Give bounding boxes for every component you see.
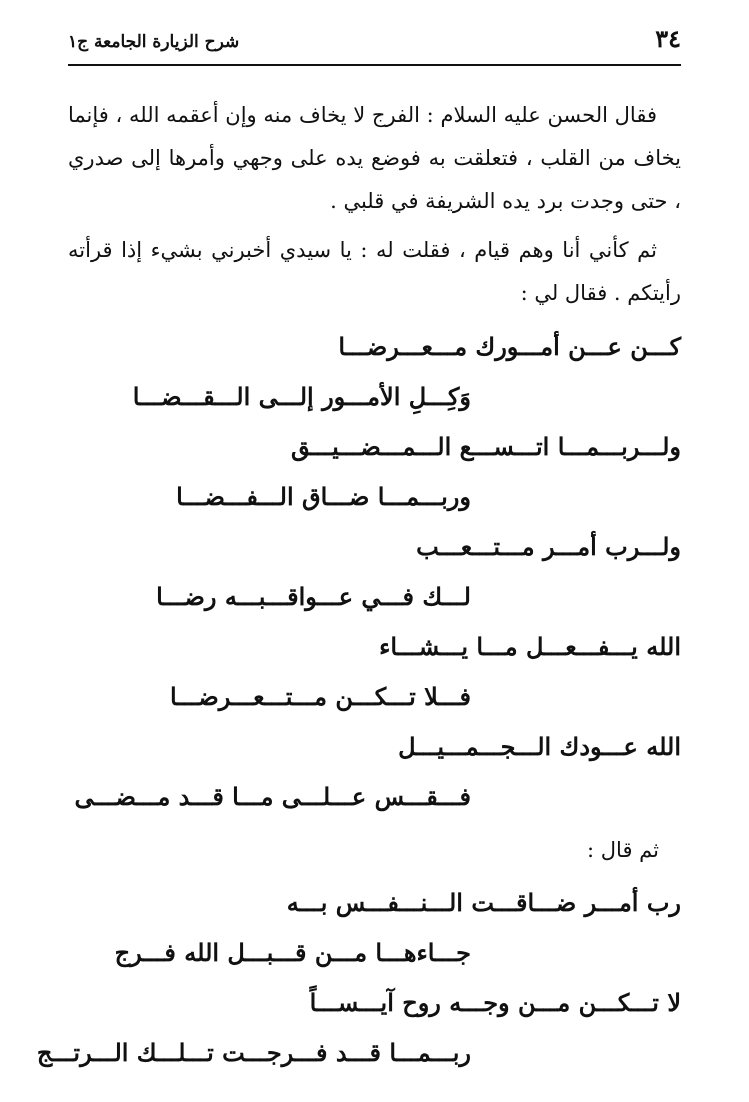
verse-line: وَكِـــلِ الأمـــور إلـــى الـــقـــضـــا (132, 382, 471, 411)
verse-block (36, 322, 681, 1078)
paragraph: ثم كأني أنا وهم قيام ، فقلت له : يا سيدي أخبرني بشيء إذا قرأته رأيتكم . فقال لي : (68, 238, 681, 305)
verse-line: لا تـــكـــن مـــن وجـــه روح آيـــســـاً (309, 988, 681, 1017)
verse-line: ربـــمـــا قـــد فـــرجـــت تـــلـــك الـــرتـــج (36, 1038, 471, 1067)
verse-line: ولـــرب أمـــر مـــتـــعـــب (416, 532, 681, 561)
then-said: ثم قال : (587, 838, 659, 862)
page-number: ٣٤ (655, 24, 681, 53)
page-header (68, 24, 681, 66)
verse-line: ولـــربـــمـــا اتـــســـع الـــمـــضـــيـــق (290, 432, 681, 461)
verse-line: كـــن عـــن أمـــورك مـــعـــرضـــا (338, 332, 681, 361)
paragraph: فقال الحسن عليه السلام : الفرج لا يخاف منه وإن أعقمه الله ، فإنما يخاف من القلب ، فتعلقت به فوضع يده على وجهي وأمرها إلى صدري ، حتى وجدت برد يده الشريفة في قلبي . (68, 103, 681, 213)
verse-line: لـــك فـــي عـــواقـــبـــه رضـــا (156, 582, 471, 611)
verse-line: وربـــمـــا ضـــاق الـــفـــضـــا (176, 482, 471, 511)
verse-line: فـــقـــس عـــلـــى مـــا قـــد مـــضـــى (74, 782, 471, 811)
running-title: شرح الزيارة الجامعة ج١ (68, 32, 240, 52)
verse-line: فـــلا تـــكـــن مـــتـــعـــرضـــا (170, 682, 471, 711)
verse-line: رب أمـــر ضـــاقـــت الـــنـــفـــس بـــه (286, 888, 681, 917)
verse-line: جـــاءهـــا مـــن قـــبـــل الله فـــرج (114, 938, 471, 967)
body-text (68, 94, 681, 315)
verse-line: الله عـــودك الـــجـــمـــيـــل (398, 732, 681, 761)
verse-line: الله يـــفـــعـــل مـــا يـــشـــاء (379, 632, 681, 661)
header-rule (68, 64, 681, 66)
